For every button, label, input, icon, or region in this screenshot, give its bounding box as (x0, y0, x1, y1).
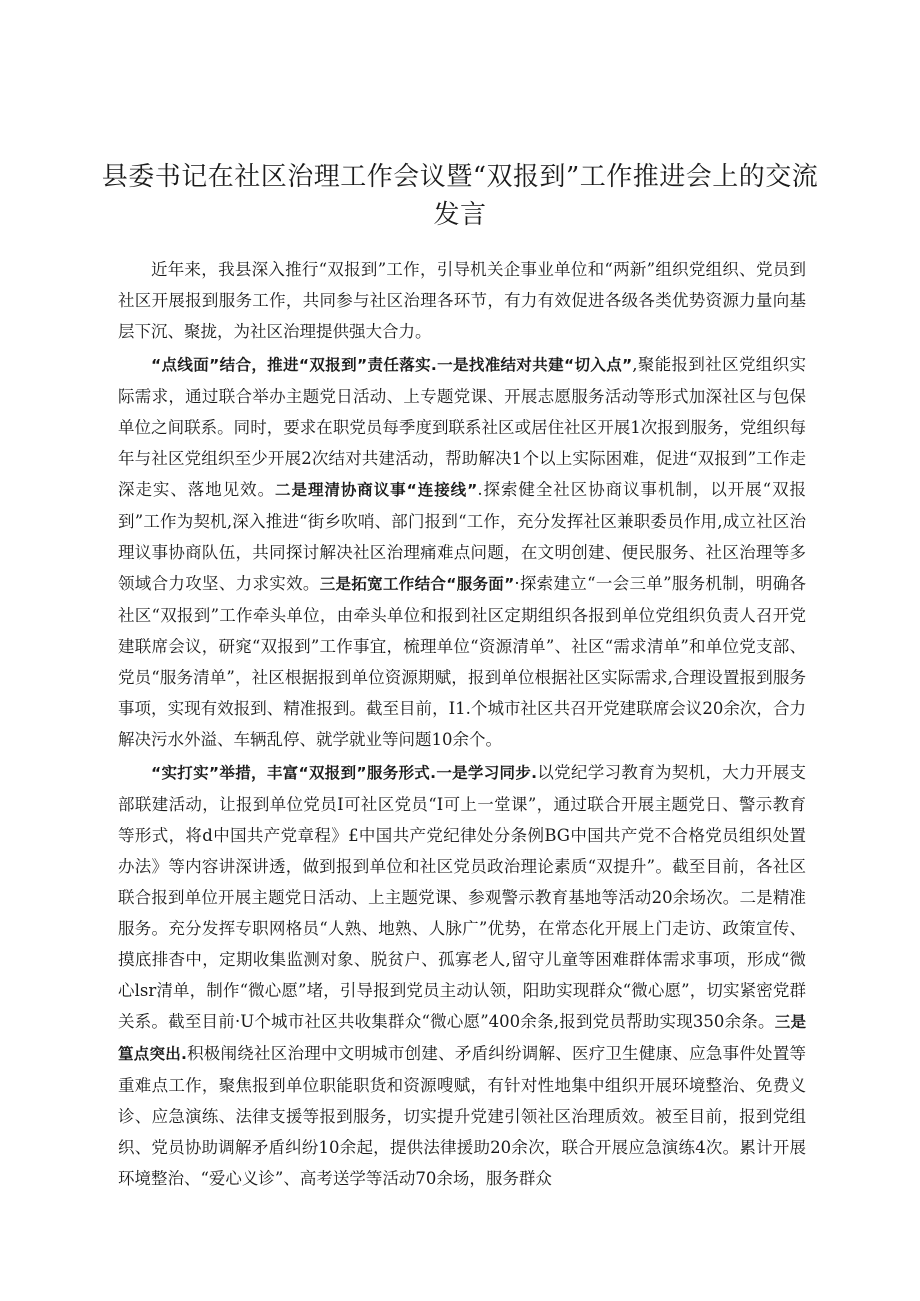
paragraph-text: ·探索建立“一会三单”服务机制，明确各社区“双报到”工作牵头单位，由牵头单位和报到社区定期组织各报到单位党组织负责人召开党建联席会议，研窕“双报到”工作事宜，梳理单位“资源清单”、社区“需求清单”和单位党支部、党员“服务清单”，社区根据报到单位资源期赋，报到单位根据社区实际需求,合理设置报到服务事项，实现有效报到、精准报到。截至目前，I1.个城市社区共召开党建联席会议20余次，合力解决污水外溢、车辆乱停、就学就业等问题10余个。 (118, 574, 806, 749)
paragraph-heading: “实打实”举措，丰富“双报到”服务形式.一是学习同步. (151, 764, 538, 782)
paragraph (118, 757, 806, 1194)
document-body (118, 254, 806, 1194)
paragraph-text: 积极闱绕社区治理中文明城市创建、矛盾纠纷调解、医疗卫生健康、应急事件处置等重难点工作，聚焦报到单位职能职货和资源嗖赋，有针对性地集中组织开展环境整治、免费义诊、应急演练、法律支援等报到服务，切实提升党建引领社区治理质效。被至目前，报到党组织、党员协助调解矛盾纠纷10余起，提供法律援助20余次，联合开展应急演练4次。累计开展环境整治、“爱心义诊”、高考送学等活动70余场，服务群众 (118, 1044, 806, 1188)
paragraph-heading: 三是拓宽工作结合“服务面” (319, 575, 515, 593)
paragraph-heading: 二是理清协商议事“连接线” (275, 481, 478, 499)
paragraph-heading: 三是篁点突出. (118, 1013, 806, 1063)
paragraph (118, 349, 806, 755)
paragraph-text: ,聚能报到社区党组织实际需求，通过联合举办主题党日活动、上专题党课、开展志愿服务活动等形式加深社区与包保单位之间联系。同时，要求在职党员每季度到联系社区或居住社区开展1次报到服务，党组织每年与社区党组织至少开展2次结对共建活动，帮助解决1个以上实际困难，促进“双报到”工作走深走实、落地见效。 (118, 355, 807, 499)
paragraph-text: 近年来，我县深入推行“双报到”工作，引导机关企事业单位和“两新”组织党组织、党员到社区开展报到服务工作，共同参与社区治理各环节，有力有效促进各级各类优势资源力量向基层下沉、聚拢，为社区治理提供强大合力。 (118, 260, 806, 341)
paragraph-text: .探索健全社区协商议事机制，以开展“双报到”工作为契机,深入推进“街乡吹哨、部门报到“工作，充分发挥社区兼职委员作用,成立社区治理议事协商队伍，共同探讨解决社区治理痛难点问题，在文明创建、便民服务、社区治理等多领域合力攻坚、力求实效。 (118, 480, 807, 593)
paragraph-text: 以党纪学习教育为契机，大力开展支部联建活动，让报到单位党员I可社区党员“I可上一堂课”，通过联合开展主题党日、警示教育等形式，将d中国共产党章程》£中国共产党纪律处分条例BG中国共产党不合格党员组织处置办法》等内容讲深讲透，做到报到单位和社区党员政治理论素质“双提升”。截至目前，各社区联合报到单位开展主题党日活动、上主题党课、参观警示教育基地等活动20余场次。二是精准服务。充分发挥专职网格员“人熟、地熟、人脉广”优势，在常态化开展上门走访、政策宣传、摸底排杳中，定期收集监测对象、脱贫户、孤寡老人,留守儿童等困难群体需求事项，形成“微心lsr清单，制作“微心愿”堵，引导报到党员主动认领，阳助实现群众“微心愿”，切实紧密党群关系。截至目前·U个城市社区共收集群众“微心愿”400余条,报到党员帮助实现350余条。 (118, 763, 807, 1031)
paragraph (118, 254, 806, 347)
paragraph-heading: “点线面”结合，推进“双报到”责任落实.一是找准结对共建“切入点” (151, 356, 633, 374)
document-title: 县委书记在社区治理工作会议暨“双报到”工作推进会上的交流发言 (101, 162, 819, 230)
